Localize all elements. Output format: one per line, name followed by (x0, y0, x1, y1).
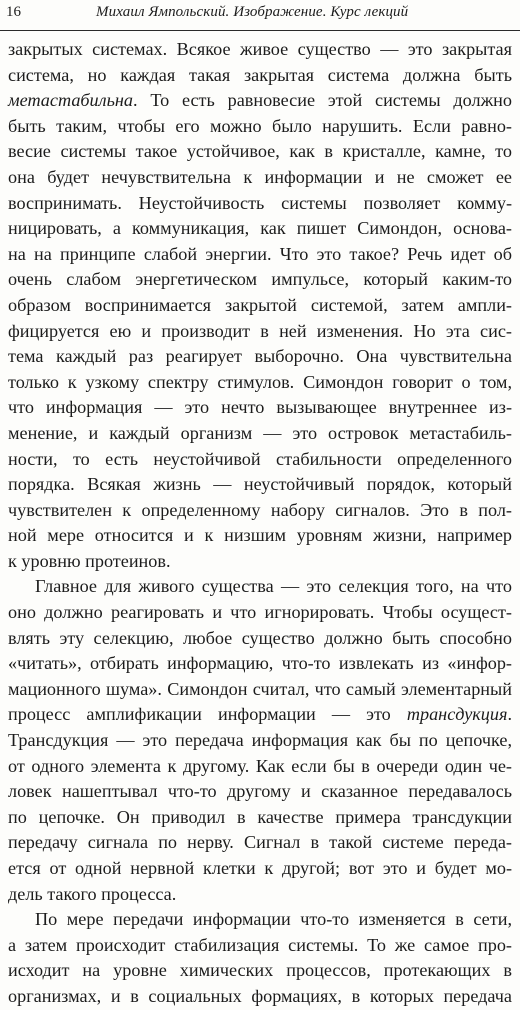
text-line: закрытых системах. Всякое живое существо — это закрытая (8, 39, 512, 59)
italic-term: метастабильна (8, 90, 133, 111)
text-line: система, но каждая такая закрытая система должна быть (8, 64, 512, 85)
text-line: фицируется ею и производит в ней изменения. Но эта сис- (8, 320, 512, 341)
page-number: 16 (6, 4, 21, 20)
text-line: ловек нашептывал что-то другому и сказанное передавалось (8, 781, 512, 802)
text-line: быть таким, чтобы его можно было нарушить. Если равно- (8, 115, 512, 136)
text-line: чувствителен к определенному набору сигналов. Это в пол- (8, 499, 512, 520)
text-line: ной мере относится и к низшим уровням жизни, например (8, 525, 512, 546)
text-line: организмах, и в социальных формациях, в которых передача (8, 985, 512, 1006)
text-line: на на принципе слабой энергии. Что это такое? Речь идет об (8, 243, 512, 264)
text-line: менение, и каждый организм — это островок метастабиль- (8, 422, 512, 443)
body-text (8, 37, 512, 1010)
paragraph-first-line: По мере передачи информации что-то изменяется в сети, (35, 909, 512, 930)
text-line: влять эту селекцию, любое существо должно быть способно (8, 627, 512, 648)
text-line: к уровню протеинов. (8, 550, 171, 571)
text-line: от одного элемента к другому. Как если бы в очереди один че- (8, 755, 512, 776)
text-line: а затем происходит стабилизация системы. То же самое про- (8, 934, 512, 955)
text-line: очень слабом энергетическом импульсе, который каким-то (8, 269, 512, 290)
text-line: только к узкому спектру стимулов. Симондон говорит о том, (8, 371, 512, 392)
text-line: передачу сигнала по нерву. Сигнал в такой системе переда- (8, 832, 512, 853)
text-line: тема каждый раз реагирует выборочно. Она чувствительна (8, 346, 512, 367)
text-line: что информация — это нечто вызывающее внутреннее из- (8, 397, 512, 418)
paragraph-first-line: Главное для живого существа — это селекция того, на что (35, 576, 512, 597)
text-line: ности, то есть неустойчивой стабильности определенного (8, 448, 512, 469)
text-line: дель такого процесса. (8, 883, 177, 904)
text-line: ницировать, а коммуникация, как пишет Симондон, основа- (8, 218, 512, 239)
text-line: образом воспринимается закрытой системой, затем ампли- (8, 294, 512, 315)
text-line: Трансдукция — это передача информация как бы по цепочке, (8, 730, 512, 751)
text-line: исходит на уровне химических процессов, протекающих в (8, 960, 512, 981)
text-line: метастабильна. То есть равновесие этой системы должно (8, 90, 512, 111)
text-line: весие системы такое устойчивое, как в кристалле, камне, то (8, 141, 512, 162)
text-line: «читать», отбирать информацию, что-то извлекать из «инфор- (8, 653, 512, 674)
running-title: Михаил Ямпольский. Изображение. Курс лекций (96, 4, 409, 20)
text-line: по цепочке. Он приводил в качестве примера трансдукции (8, 806, 512, 827)
running-head (0, 0, 520, 31)
text-line: она будет нечувствительна к информации и не сможет ее (8, 166, 512, 187)
italic-term: трансдукция (406, 704, 508, 725)
text-line: мационного шума». Симондон считал, что самый элементарный (8, 678, 512, 699)
text-line: ется от одной нервной клетки к другой; вот это и будет мо- (8, 858, 512, 878)
text-line: порядка. Всякая жизнь — неустойчивый порядок, который (8, 474, 512, 495)
text-line: процесс амплификации информации — это трансдукция. (8, 704, 512, 725)
text-line: оно должно реагировать и что игнорировать. Чтобы осущест- (8, 602, 512, 623)
text-line: воспринимать. Неустойчивость системы позволяет комму- (8, 192, 512, 213)
